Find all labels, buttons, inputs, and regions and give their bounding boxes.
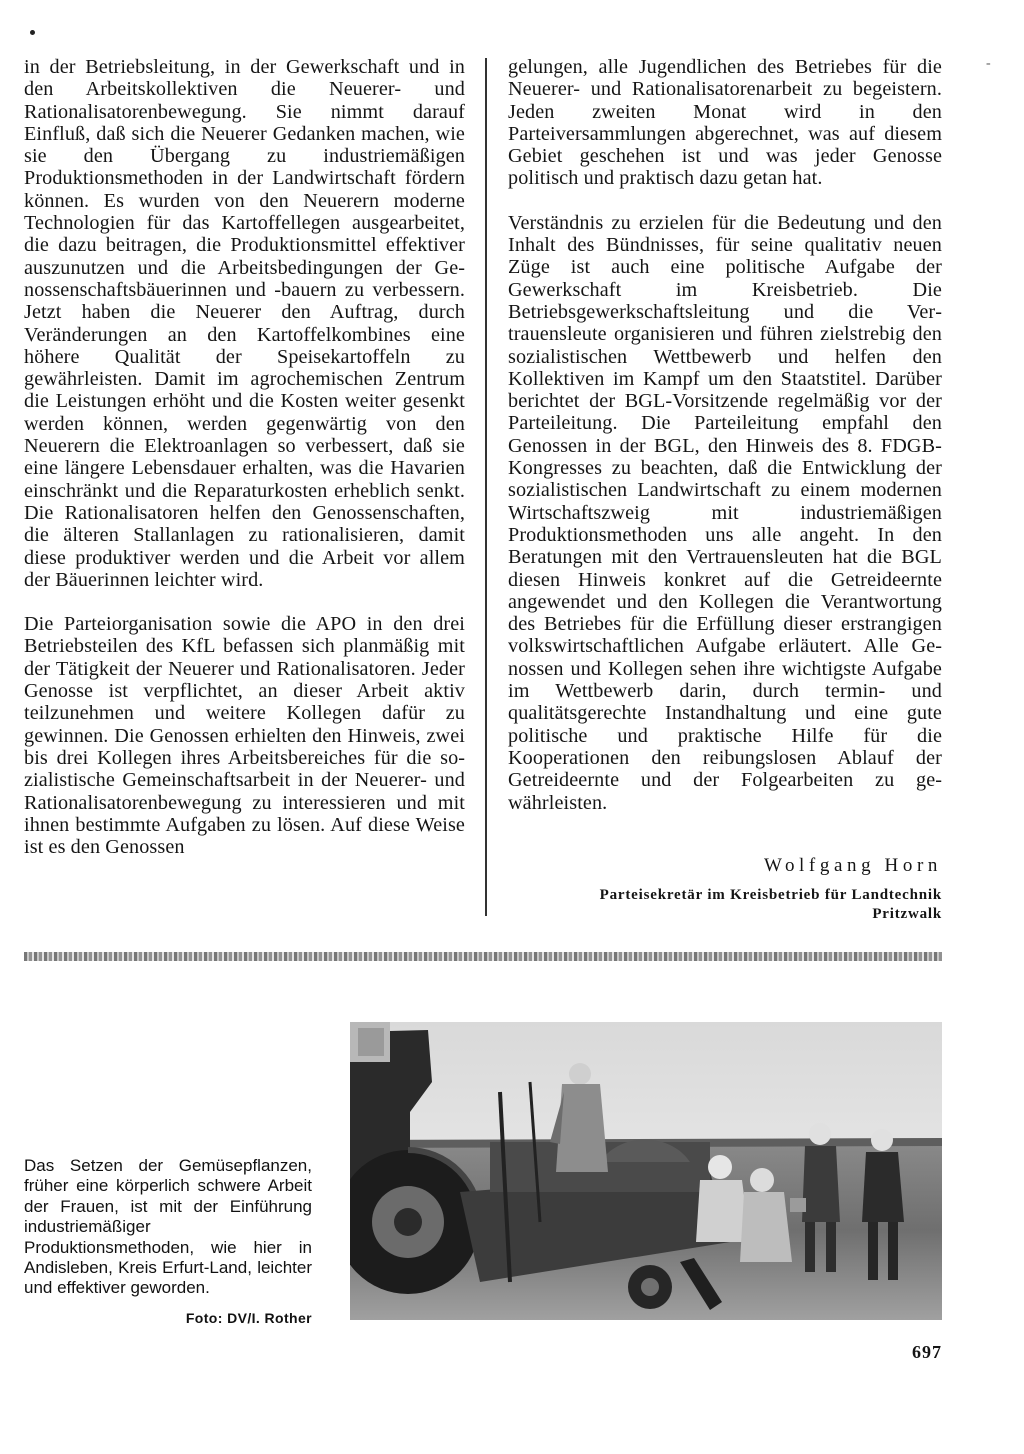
author-signature xyxy=(540,854,942,924)
article-paragraph: in der Betriebsleitung, in der Gewerkschaft und in den Arbeitskollektiven die Neuerer- und Rationalisatorenbewegung. Sie nimmt darauf Einfluß, daß sich die Neuerer Gedanken machen, wie sie den Übergang zu industriemäßigen Produktionsmethoden in der Landwirtschaft fördern können. Es wurden von den Neuerern moderne Technologien für das Kartoffellegen ausgearbeitet, die dazu beitragen, die Produktionsmittel effektiver auszunutzen und die Arbeitsbedingungen der Genossenschaftsbäuerinnen und -bauern zu verbessern. Jetzt haben die Neuerer den Auftrag, durch Veränderungen an den Kartoffelkombines eine höhere Qualität der Speisekartoffeln zu gewährleisten. Damit im agrochemischen Zentrum die Leistungen erhöht und die Kosten weiter gesenkt werden können, werden gegenwärtig von den Neuerern die Elektroanlagen so verbessert, daß sie eine längere Lebensdauer erhalten, was die Havarien einschränkt und die Reparaturkosten erheblich senkt. Die Rationalisatoren helfen den Genossenschaften, die älteren Stallanlagen zu rationalisieren, damit diese produktiver werden und die Arbeit vor allem der Bäuerinnen leichter wird. xyxy=(24,56,465,591)
author-location: Pritzwalk xyxy=(872,906,942,922)
field-photo-illustration xyxy=(350,1022,942,1320)
page-number: 697 xyxy=(912,1342,942,1362)
photo-caption: Das Setzen der Gemüsepflanzen, früher eine körperlich schwere Arbeit der Frauen, ist mit der Einführung industriemäßiger Produktionsmethoden, wie hier in Andisleben, Kreis Erfurt-Land, leichter und effektiver geworden. xyxy=(24,1156,312,1298)
article-paragraph: gelungen, alle Jugendlichen des Betriebes für die Neuerer- und Rationalisatorenarbeit zu begeistern. Jeden zweiten Monat wird in den Parteiversammlungen abgerechnet, was auf diesem Gebiet geschehen ist und was jeder Genosse politisch und praktisch dazu getan hat. xyxy=(508,56,942,190)
section-divider xyxy=(24,952,942,961)
author-name: Wolfgang Horn xyxy=(763,855,942,876)
print-mark: - xyxy=(986,56,991,71)
article-column-left xyxy=(24,56,465,880)
photo-credit: Foto: DV/I. Rother xyxy=(185,1310,312,1326)
author-role-line: Parteisekretär im Kreisbetrieb für Landtechnik xyxy=(599,887,942,903)
field-photo xyxy=(350,1022,942,1320)
article-paragraph: Die Parteiorganisation sowie die APO in den drei Betriebsteilen des KfL befassen sich planmäßig mit der Tätigkeit der Neuerer und Rationalisatoren. Jeder Genosse ist verpflichtet, an dieser Arbeit aktiv teilzunehmen und weitere Kollegen dafür zu gewinnen. Die Genossen erhielten den Hinweis, zwei bis drei Kollegen ihres Arbeitsbereiches für die sozialistische Gemeinschaftsarbeit in der Neuerer- und Rationalisatorenbewegung zu interessieren und mit ihnen bestimmte Aufgaben zu lösen. Auf diese Weise ist es den Genossen xyxy=(24,613,465,859)
article-paragraph: Verständnis zu erzielen für die Bedeutung und den Inhalt des Bündnisses, für seine qualitativ neuen Züge ist auch eine politische Aufgabe der Gewerkschaft im Kreisbetrieb. Die Betriebsgewerkschaftsleitung und die Vertrauensleute organisieren und führen zielstrebig den sozialistischen Wettbewerb und helfen den Kollektiven im Kampf um den Staatstitel. Darüber berichtet der BGL-Vorsitzende regelmäßig vor der Parteileitung. Die Parteileitung empfahl den Genossen in der BGL, den Hinweis des 8. FDGB-Kongresses zu beachten, daß die Entwicklung der sozialistischen Landwirtschaft zu einem modernen Wirtschaftszweig mit industriemäßigen Produktionsmethoden uns alle angeht. In den Beratungen mit den Vertrauensleuten hat die BGL diesen Hinweis konkret auf die Getreideernte angewendet und den Kollegen die Verantwortung des Betriebes für die Erfüllung dieser erstrangigen volkswirtschaftlichen Aufgabe erläutert. Alle Genossen und Kollegen sehen ihre wichtigste Aufgabe im Wettbewerb darin, durch termin- und qualitätsgerechte Instandhaltung und eine gute politische und praktische Hilfe für die Kooperationen den reibungslosen Ablauf der Getreideernte und der Folgearbeiten zu gewährleisten. xyxy=(508,211,942,814)
author-role xyxy=(540,886,942,924)
column-divider xyxy=(485,58,487,916)
print-speck xyxy=(30,30,35,35)
article-column-right xyxy=(508,56,942,836)
